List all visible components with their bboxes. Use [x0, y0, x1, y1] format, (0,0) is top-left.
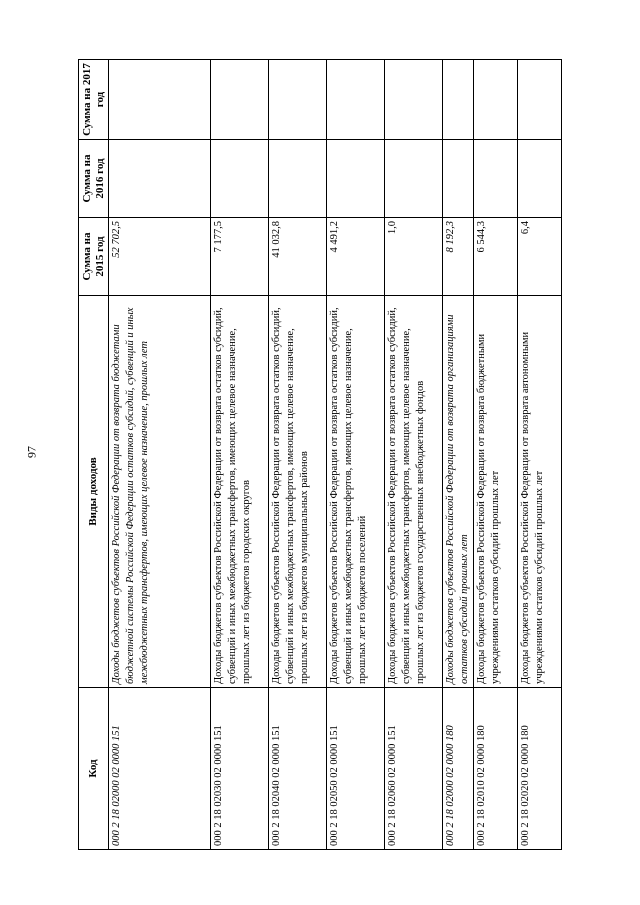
row-sum-2016 — [473, 140, 517, 218]
row-sum-2017 — [385, 60, 443, 140]
row-sum-2017 — [269, 60, 327, 140]
row-code: 000 2 18 02000 02 0000 151 — [109, 688, 211, 850]
table-row — [385, 60, 443, 850]
row-sum-2015: 1,0 — [385, 218, 443, 296]
row-kind: Доходы бюджетов субъектов Российской Федерации от возврата автономными учреждениями остатков субсидий прошлых лет — [517, 296, 561, 688]
row-code: 000 2 18 02050 02 0000 151 — [327, 688, 385, 850]
row-sum-2015: 6 544,3 — [473, 218, 517, 296]
row-sum-2017 — [211, 60, 269, 140]
row-kind: Доходы бюджетов субъектов Российской Федерации от возврата бюджетными учреждениями остатков субсидий прошлых лет — [473, 296, 517, 688]
row-sum-2016 — [327, 140, 385, 218]
table-row — [517, 60, 561, 850]
table-row — [269, 60, 327, 850]
row-sum-2017 — [517, 60, 561, 140]
row-kind: Доходы бюджетов субъектов Российской Федерации от возврата остатков субсидий, субвенций и иных межбюджетных трансфертов, имеющих целевое назначение, прошлых лет из бюджетов городских округов — [211, 296, 269, 688]
row-code: 000 2 18 02010 02 0000 180 — [473, 688, 517, 850]
row-sum-2016 — [211, 140, 269, 218]
row-code: 000 2 18 02040 02 0000 151 — [269, 688, 327, 850]
row-sum-2016 — [109, 140, 211, 218]
row-sum-2015: 4 491,2 — [327, 218, 385, 296]
table-row — [443, 60, 474, 850]
row-sum-2017 — [473, 60, 517, 140]
table-wrapper — [78, 60, 548, 850]
row-sum-2015: 52 702,5 — [109, 218, 211, 296]
row-kind: Доходы бюджетов субъектов Российской Федерации от возврата остатков субсидий, субвенций и иных межбюджетных трансфертов, имеющих целевое назначение, прошлых лет из бюджетов государственных внебюджетных фондов — [385, 296, 443, 688]
row-sum-2015: 7 177,5 — [211, 218, 269, 296]
revenue-table — [78, 59, 562, 850]
row-code: 000 2 18 02060 02 0000 151 — [385, 688, 443, 850]
row-code: 000 2 18 02030 02 0000 151 — [211, 688, 269, 850]
header-kind: Виды доходов — [79, 296, 109, 688]
row-sum-2017 — [443, 60, 474, 140]
header-code: Код — [79, 688, 109, 850]
row-kind: Доходы бюджетов субъектов Российской Федерации от возврата бюджетами бюджетной системы Российской Федерации остатков субсидий, субвенций и иных межбюджетных трансфертов, имеющих целевое назначение, прошлых лет — [109, 296, 211, 688]
row-kind: Доходы бюджетов субъектов Российской Федерации от возврата организациями остатков субсидий прошлых лет — [443, 296, 474, 688]
row-sum-2015: 6,4 — [517, 218, 561, 296]
row-code: 000 2 18 02000 02 0000 180 — [443, 688, 474, 850]
row-sum-2016 — [443, 140, 474, 218]
table-row — [109, 60, 211, 850]
row-code: 000 2 18 02020 02 0000 180 — [517, 688, 561, 850]
row-kind: Доходы бюджетов субъектов Российской Федерации от возврата остатков субсидий, субвенций и иных межбюджетных трансфертов, имеющих целевое назначение, прошлых лет из бюджетов поселений — [327, 296, 385, 688]
row-sum-2017 — [109, 60, 211, 140]
table-header-row — [79, 60, 109, 850]
row-kind: Доходы бюджетов субъектов Российской Федерации от возврата остатков субсидий, субвенций и иных межбюджетных трансфертов, имеющих целевое назначение, прошлых лет из бюджетов муниципальных районов — [269, 296, 327, 688]
header-sum-2017: Сумма на 2017 год — [79, 60, 109, 140]
header-sum-2016: Сумма на 2016 год — [79, 140, 109, 218]
header-sum-2015: Сумма на 2015 год — [79, 218, 109, 296]
row-sum-2016 — [269, 140, 327, 218]
row-sum-2016 — [385, 140, 443, 218]
row-sum-2015: 41 032,8 — [269, 218, 327, 296]
row-sum-2017 — [327, 60, 385, 140]
row-sum-2015: 8 192,3 — [443, 218, 474, 296]
table-row — [473, 60, 517, 850]
table-row — [327, 60, 385, 850]
table-row — [211, 60, 269, 850]
row-sum-2016 — [517, 140, 561, 218]
page-number: 97 — [24, 446, 39, 458]
